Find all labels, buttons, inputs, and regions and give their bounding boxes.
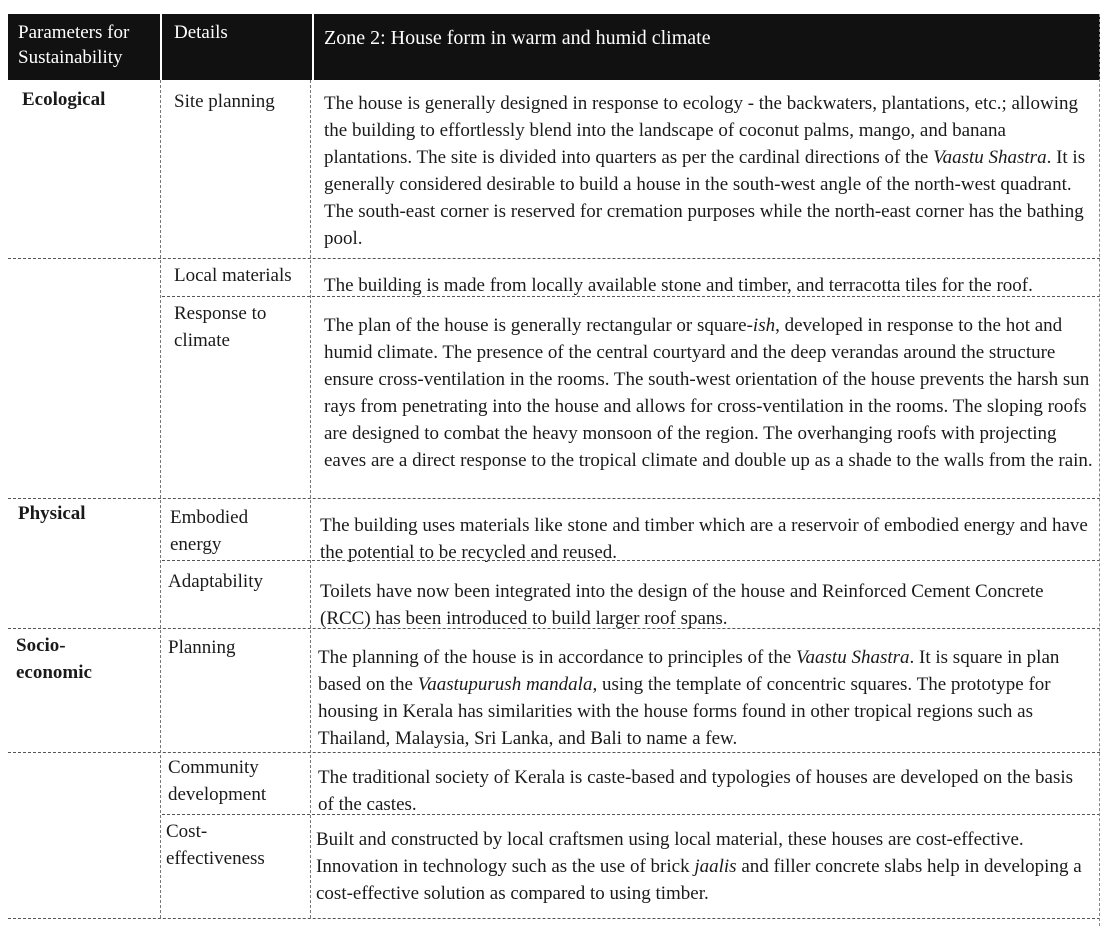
text-cost-effectiveness: Built and constructed by local craftsmen using local material, these houses are cost-effective. Innovation in technology such as the use of brick jaalis and filler concrete slabs help in developing a cost-effective solution as compared to using timber. (316, 829, 1082, 904)
header-parameters-label: Parameters for Sustainability (18, 22, 130, 68)
row-divider (162, 814, 1100, 815)
parameter-physical: Physical (18, 503, 86, 524)
detail-site-planning: Site planning (174, 91, 275, 112)
text-planning: The planning of the house is in accordance to principles of the Vaastu Shastra. It is square in plan based on the Vaastupurush mandala, using the template of concentric squares. The prototype for housing in Kerala has similarities with the house forms found in other tropical regions such as Thailand, Malaysia, Sri Lanka, and Bali to name a few. (318, 647, 1060, 749)
sustainability-table (8, 14, 1100, 926)
header-parameters (8, 14, 160, 80)
row-divider (162, 296, 1100, 297)
row-divider (8, 258, 1100, 259)
row-divider (8, 918, 1100, 919)
detail-cost-effectiveness: Cost-effectiveness (166, 821, 265, 869)
text-site-planning: The house is generally designed in response to ecology - the backwaters, plantations, etc.; allowing the building to effortlessly blend into the landscape of coconut palms, mango, and banana plantations. The site is divided into quarters as per the cardinal directions of the Vaastu Shastra. It is generally considered desirable to build a house in the south-west angle of the north-west quadrant. The south-east corner is reserved for cremation purposes while the north-east corner has the bathing pool. (324, 93, 1086, 249)
header-details-label: Details (174, 22, 228, 43)
detail-embodied-energy: Embodied energy (170, 507, 249, 555)
row-divider (8, 752, 1100, 753)
table-right-border (1099, 14, 1100, 926)
detail-planning: Planning (168, 637, 236, 658)
parameter-ecological: Ecological (22, 89, 106, 110)
row-divider (8, 498, 1100, 499)
text-response-to-climate: The plan of the house is generally rectangular or square-ish, developed in response to the hot and humid climate. The presence of the central courtyard and the deep verandas around the structure ensure cross-ventilation in the rooms. The south-west orientation of the house prevents the harsh sun rays from penetrating into the house and allows for cross-ventilation in the rooms. The sloping roofs are designed to combat the heavy monsoon of the region. The overhanging roofs with projecting eaves are a direct response to the tropical climate and double up as a shade to the walls from the rain. (324, 315, 1093, 471)
text-adaptability: Toilets have now been integrated into the design of the house and Reinforced Cement Concrete (RCC) has been introduced to build larger roof spans. (320, 581, 1044, 629)
text-local-materials: The building is made from locally available stone and timber, and terracotta tiles for the roof. (324, 275, 1033, 296)
column-divider (310, 80, 311, 918)
row-divider (8, 628, 1100, 629)
header-details (162, 14, 312, 80)
parameter-socio-economic: Socio-economic (16, 635, 92, 683)
text-embodied-energy: The building uses materials like stone and timber which are a reservoir of embodied energy and have the potential to be recycled and reused. (320, 515, 1088, 563)
text-community-development: The traditional society of Kerala is caste-based and typologies of houses are developed on the basis of the castes. (318, 767, 1074, 815)
detail-community-development: Community development (168, 757, 267, 805)
detail-response-to-climate: Response to climate (174, 303, 267, 351)
column-divider (160, 80, 161, 918)
detail-adaptability: Adaptability (168, 571, 263, 592)
detail-local-materials: Local materials (174, 265, 292, 286)
header-zone-label: Zone 2: House form in warm and humid climate (324, 27, 711, 49)
row-divider (162, 560, 1100, 561)
header-zone (314, 14, 1100, 80)
